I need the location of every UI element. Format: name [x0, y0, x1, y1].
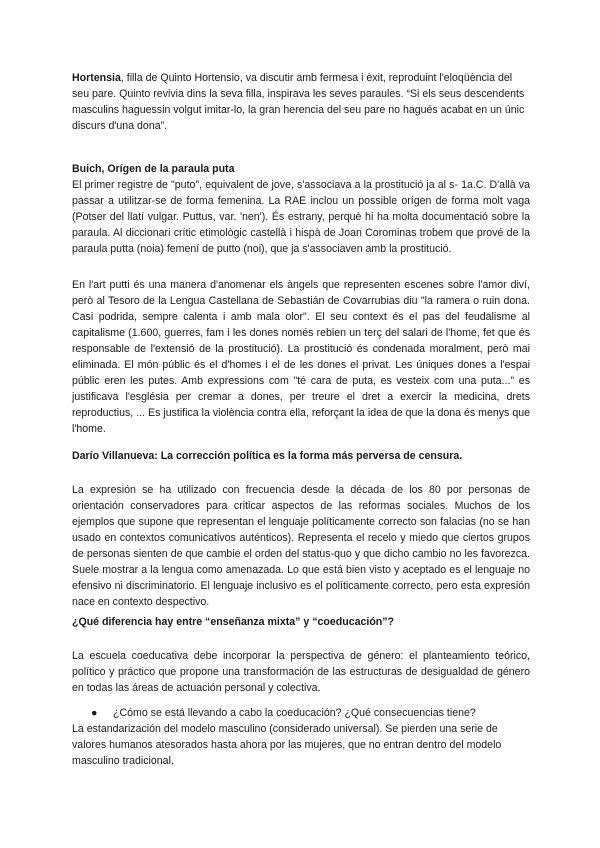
hortensia-text: , filla de Quinto Hortensio, va discutir amb fermesa i èxit, reproduint l'eloqüència del seu pare. Quinto revivia dins la seva filla, inspirava les seves paraules. “Si els seus descendents masculins haguessin volgut imitar-lo, la gran herencia del seu pare no hagués acabat en un únic discurs d'una dona”. [72, 72, 525, 132]
bullet-text: ¿Cómo se está llevando a cabo la coeducación? ¿Qué consecuencias tiene? [113, 707, 476, 719]
hortensia-name: Hortensia [72, 72, 121, 84]
bullet-icon: ● [91, 707, 98, 719]
list-item [91, 705, 531, 721]
buich-paragraph-2: En l'art putti és una manera d'anomenar els àngels que representen escenes sobre l'amor diví, però al Tesoro de la Lengua Castellana de Sebastián de Covarrubias diu "la ramera o ruin dona. Casi podrida, sempre calenta i amb mala olor". El seu context és el pas del feudalisme al capitalisme (1.600, guerres, fam i les dones només rebien un terç del salari de l'home, fet que és responsable de l'extensió de la prostitució). La prostitució és condenada moralment, però mai eliminada. El món públic és el d'homes i el de les dones el privat. Les úniques dones a l'espai públic eren les putes. Amb expressions com "té cara de puta, es vesteix com una puta..." es justificava l'església per cremar a dones, per treure el dret a exercir la medicina, drets reproductius, ... Es justifica la violència contra ella, reforçant la idea de que la dona és menys que l'home. [72, 279, 530, 435]
coeducacion-paragraph: La escuela coeducativa debe incorporar la perspectiva de género: el planteamiento teórico, político y práctico que propone una transformación de las estructuras de desigualdad de género en todas las áreas de actuación personal y colectiva. [72, 650, 530, 694]
buich-paragraph-1: El primer registre de "puto", equivalent de jove, s'associava a la prostitució ja al s- 1a.C. D'allà va passar a utilitzar-se de forma femenina. La RAE inclou un possible orígen de forma molt vaga (Potser del llatí vulgar. Puttus, var. 'nen'). És estrany, perquè hi ha molta documentació sobre la paraula. Al diccionari crític etimològic castellà i hispà de Joan Corominas trobem que prové de la paraula putta (noia) femení de putto (noi), que ja s'associaven amb la prostitució. [72, 179, 530, 255]
hortensia-paragraph [72, 70, 530, 134]
dario-heading: Darío Villanueva: La corrección política es la forma más perversa de censura. [72, 450, 463, 462]
coeducacion-heading: ¿Qué diferencia hay entre “enseñanza mixta” y “coeducación”? [72, 616, 395, 628]
buich-heading: Buich, Orígen de la paraula puta [72, 163, 235, 175]
dario-paragraph: La expresión se ha utilizado con frecuencia desde la década de los 80 por personas de orientación conservadores para criticar aspectos de las reformas sociales. Muchos de los ejemplos que supone que representan el lenguaje políticamente correcto son falacias (no se han usado en contextos comunicativos auténticos). Representa el recelo y miedo que ciertos grupos de personas sienten de que cambie el orden del status-quo y que dicho cambio no les favorezca. Suele mostrar a la lengua como amenazada. Lo que está bien visto y aceptado es el lenguaje no efensivo ni discriminatorio. El lenguaje inclusivo es el políticamente correcto, pero esta expresión nace en contexto despectivo. [72, 484, 530, 608]
after-bullet-paragraph: La estandarización del modelo masculino (considerado universal). Se pierden una serie de valores humanos atesorados hasta ahora por las mujeres, que no entran dentro del modelo masculino tradicional. [72, 723, 502, 767]
